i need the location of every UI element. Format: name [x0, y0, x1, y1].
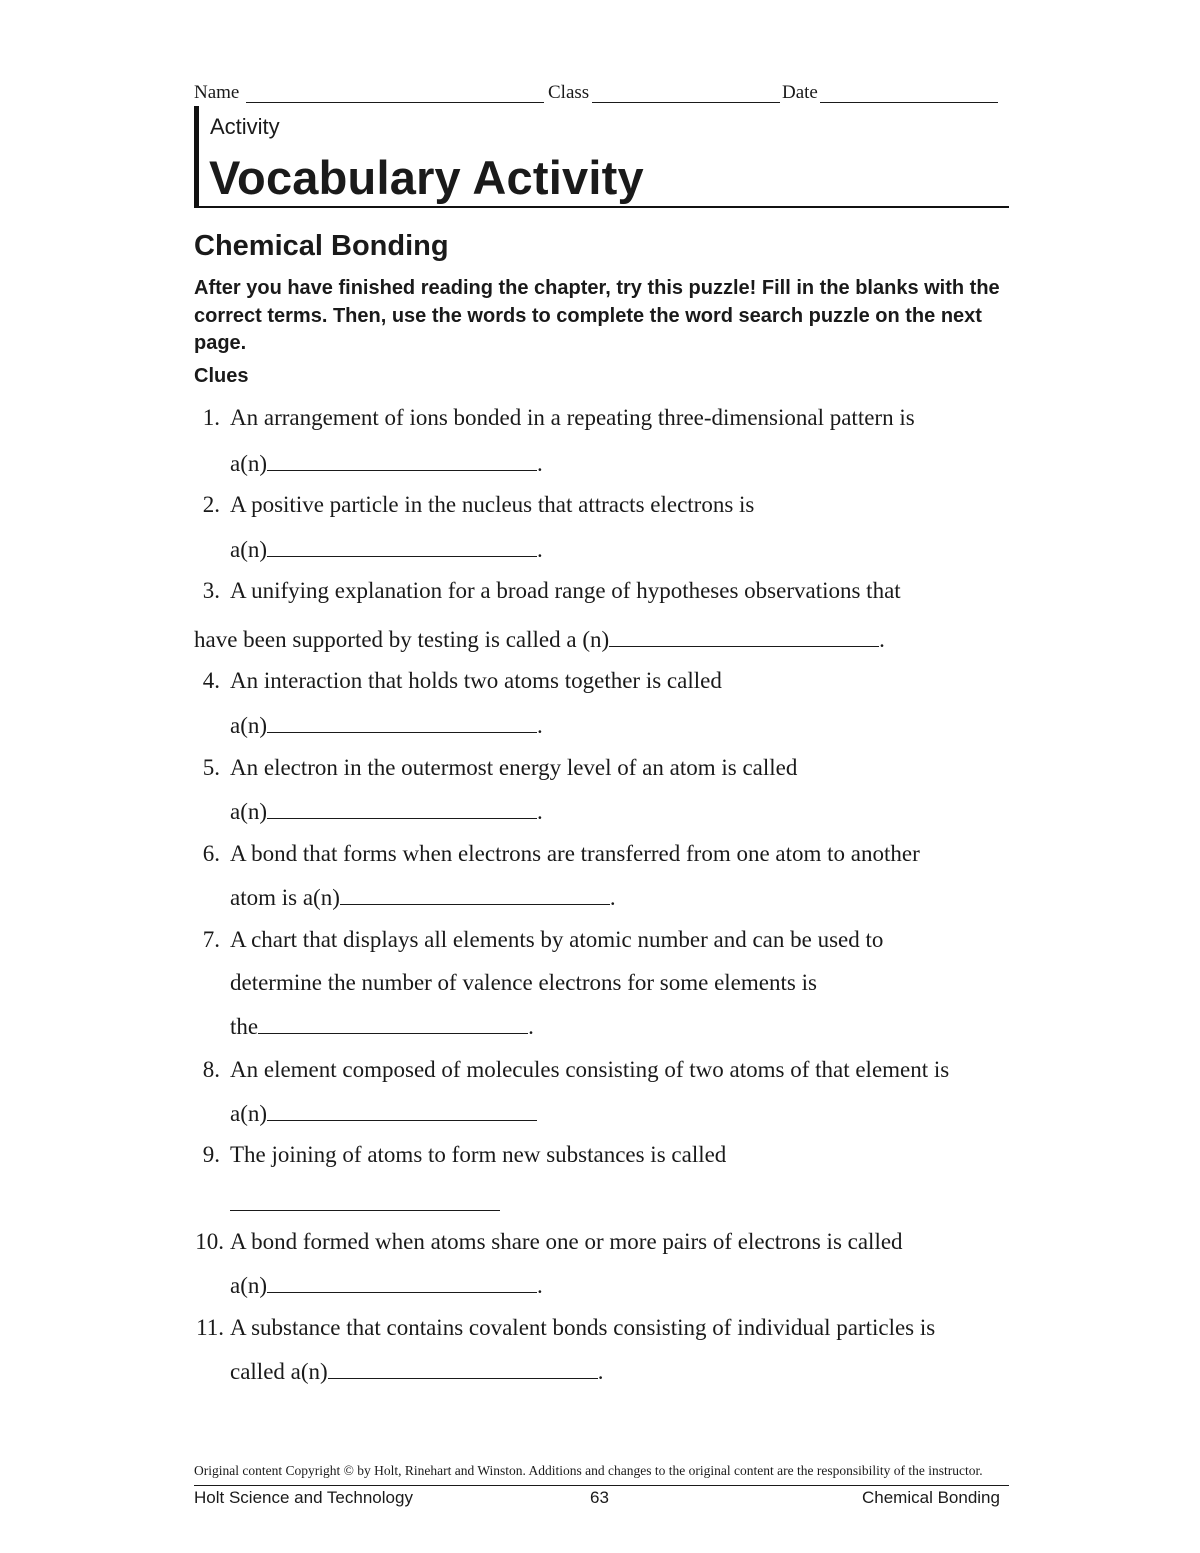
clue-text: An element composed of molecules consisting of two atoms of that element is: [230, 1057, 950, 1082]
answer-blank[interactable]: [328, 1358, 598, 1379]
clue-text: An interaction that holds two atoms together is called: [230, 668, 722, 693]
date-label: Date: [782, 82, 818, 103]
clue-number: 1.: [202, 405, 220, 430]
clue-text: A bond formed when atoms share one or more pairs of electrons is called: [230, 1229, 903, 1254]
answer-suffix: .: [609, 885, 616, 910]
clue-11-answer: [230, 1358, 603, 1385]
banner-horizontal-rule: [194, 206, 1009, 208]
clue-10-answer: [230, 1272, 543, 1299]
answer-suffix: .: [528, 1014, 534, 1039]
answer-prefix: a(n): [230, 1273, 268, 1298]
answer-prefix: the: [230, 1014, 259, 1039]
answer-blank[interactable]: [267, 450, 537, 471]
answer-prefix: a(n): [230, 451, 268, 476]
answer-prefix: called a(n): [230, 1359, 328, 1384]
name-blank[interactable]: [246, 102, 544, 103]
copyright-notice: Original content Copyright © by Holt, Rinehart and Winston. Additions and changes to the original content are the responsibility of the instructor.: [194, 1463, 983, 1478]
clue-text: A unifying explanation for a broad range of hypotheses observations that: [230, 578, 901, 603]
clue-number: 10.: [195, 1229, 224, 1254]
banner-kicker: Activity: [210, 114, 280, 139]
page-number: 63: [590, 1488, 609, 1507]
answer-blank[interactable]: [258, 1013, 528, 1034]
clue-number: 2.: [202, 492, 220, 517]
date-blank[interactable]: [820, 102, 998, 103]
clue-4-answer: [230, 712, 543, 739]
section-title: Chemical Bonding: [194, 230, 449, 262]
clue-text: The joining of atoms to form new substances is called: [230, 1142, 727, 1167]
clue-5-answer: [230, 798, 543, 825]
clue-number: 7.: [202, 927, 220, 952]
clue-text: A bond that forms when electrons are transferred from one atom to another: [230, 841, 920, 866]
answer-suffix: .: [879, 627, 885, 652]
clue-text: A chart that displays all elements by atomic number and can be used to: [230, 927, 884, 952]
answer-suffix: .: [537, 1273, 543, 1298]
page-title: Vocabulary Activity: [209, 151, 644, 204]
name-label: Name: [194, 82, 240, 103]
footer-chapter: Chemical Bonding: [862, 1488, 1000, 1507]
class-blank[interactable]: [592, 102, 780, 103]
answer-prefix: have been supported by testing is called a (n): [194, 627, 610, 652]
answer-suffix: .: [597, 1359, 604, 1384]
answer-prefix: a(n): [230, 1101, 268, 1126]
clue-number: 9.: [202, 1142, 220, 1167]
class-label: Class: [548, 82, 590, 103]
answer-suffix: .: [537, 799, 543, 824]
clue-7-answer: [230, 1013, 534, 1040]
answer-blank[interactable]: [267, 1100, 537, 1121]
footer-rule: [194, 1485, 1009, 1486]
clues-heading: Clues: [194, 365, 249, 387]
clue-number: 4.: [202, 668, 220, 693]
clue-text: An arrangement of ions bonded in a repeating three-dimensional pattern is: [230, 405, 915, 430]
instructions: After you have finished reading the chapter, try this puzzle! Fill in the blanks with the correct terms. Then, use the words to complete the word search puzzle on the next page.: [194, 277, 1000, 354]
answer-blank[interactable]: [340, 884, 610, 905]
answer-blank[interactable]: [609, 626, 879, 647]
clue-number: 6.: [202, 841, 220, 866]
clue-3-answer: [194, 626, 885, 653]
answer-blank[interactable]: [230, 1190, 500, 1211]
clue-number: 11.: [196, 1315, 224, 1340]
answer-blank[interactable]: [267, 798, 537, 819]
clue-8-answer: [230, 1100, 537, 1127]
answer-prefix: atom is a(n): [230, 885, 340, 910]
answer-suffix: .: [537, 451, 543, 476]
clue-text: An electron in the outermost energy level of an atom is called: [230, 755, 798, 780]
clue-6-answer: [230, 884, 616, 911]
footer-publisher: Holt Science and Technology: [194, 1488, 413, 1507]
banner-vertical-rule: [194, 106, 199, 208]
clue-number: 3.: [202, 578, 220, 603]
clue-7-continued: determine the number of valence electrons for some elements is: [230, 970, 817, 995]
answer-suffix: .: [537, 537, 543, 562]
clue-1-answer: [230, 450, 543, 477]
clue-text: A positive particle in the nucleus that attracts electrons is: [230, 492, 755, 517]
answer-prefix: a(n): [230, 713, 268, 738]
clue-number: 8.: [202, 1057, 220, 1082]
answer-prefix: a(n): [230, 799, 268, 824]
clue-2-answer: [230, 536, 543, 563]
student-info-fields: [194, 82, 1000, 106]
clue-text: A substance that contains covalent bonds consisting of individual particles is: [230, 1315, 936, 1340]
answer-blank[interactable]: [267, 712, 537, 733]
activity-banner: [194, 106, 1009, 208]
answer-prefix: a(n): [230, 537, 268, 562]
answer-blank[interactable]: [267, 536, 537, 557]
clue-9-answer: [230, 1190, 500, 1217]
clue-number: 5.: [202, 755, 220, 780]
answer-blank[interactable]: [267, 1272, 537, 1293]
answer-suffix: .: [537, 713, 543, 738]
